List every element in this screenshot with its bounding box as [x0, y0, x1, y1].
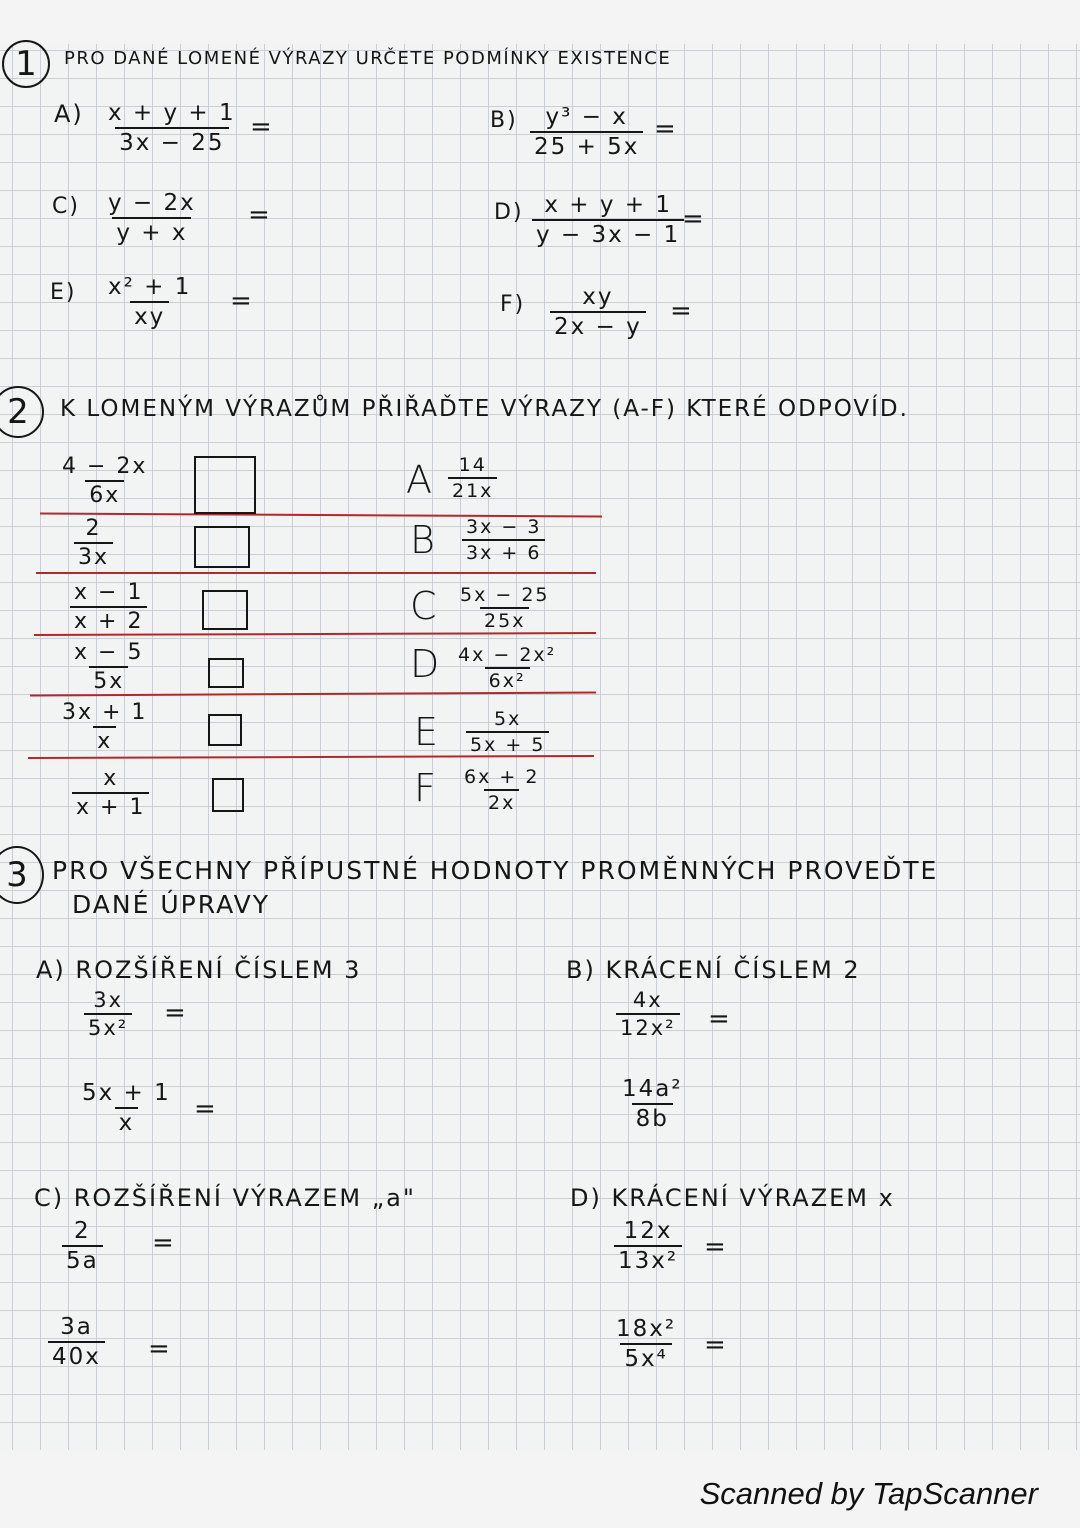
part-d-fraction-1	[614, 1218, 682, 1274]
option-b-fraction	[462, 516, 545, 564]
part-b-fraction-1	[616, 988, 680, 1040]
task-2-expression-2	[74, 516, 113, 570]
option-letter-d: D	[410, 642, 440, 686]
denominator: y − 3x − 1	[532, 219, 684, 248]
numerator: 2	[74, 1218, 91, 1244]
denominator: x	[93, 726, 116, 754]
numerator: 14	[458, 454, 487, 476]
equals-sign: =	[250, 112, 272, 142]
denominator: 3x + 6	[462, 539, 545, 564]
numerator: y − 2x	[108, 190, 196, 216]
task-2-expression-6	[72, 766, 149, 820]
equals-sign: =	[704, 1232, 726, 1262]
task-1-item-c-label: C)	[52, 194, 80, 219]
numerator: 3x + 1	[62, 700, 148, 725]
task-1-item-e-fraction	[104, 274, 195, 330]
numerator: 2	[85, 516, 102, 541]
task-1-item-b-fraction	[530, 104, 643, 160]
denominator: 3x − 25	[115, 127, 228, 156]
task-1-item-d-label: D)	[494, 200, 524, 225]
option-letter-f: F	[414, 766, 436, 810]
denominator: 5a	[62, 1245, 103, 1274]
task-2-expression-1	[58, 454, 151, 508]
task-3-title-line-1: PRO VŠECHNY PŘÍPUSTNÉ HODNOTY PROMĚNNÝCH PROVEĎTE	[52, 856, 939, 885]
equals-sign: =	[682, 204, 704, 234]
denominator: x	[115, 1107, 139, 1136]
numerator: x	[103, 766, 119, 791]
denominator: 13x²	[614, 1245, 682, 1274]
task-1-item-a-label: A)	[54, 100, 84, 128]
task-2-expression-4	[70, 640, 147, 694]
equals-sign: =	[152, 1228, 174, 1258]
denominator: 8b	[632, 1103, 673, 1132]
part-d-fraction-2	[612, 1316, 680, 1372]
equals-sign: =	[704, 1330, 726, 1360]
numerator: 4x	[632, 988, 663, 1012]
task-1-item-c-fraction	[104, 190, 200, 246]
numerator: 12x	[623, 1218, 673, 1244]
denominator: 5x	[89, 666, 128, 694]
separator-line	[36, 572, 596, 574]
answer-box-1[interactable]	[194, 456, 256, 514]
numerator: 5x	[494, 708, 522, 730]
equals-sign: =	[230, 286, 252, 316]
equals-sign: =	[670, 296, 692, 326]
numerator: y³ − x	[545, 104, 628, 130]
task-3-part-d-label: D) KRÁCENÍ VÝRAZEM x	[570, 1184, 895, 1212]
equals-sign: =	[164, 998, 186, 1028]
equals-sign: =	[708, 1004, 730, 1034]
denominator: 6x	[85, 480, 124, 508]
numerator: 3a	[60, 1314, 93, 1340]
option-letter-e: E	[414, 710, 439, 754]
answer-box-2[interactable]	[194, 526, 250, 568]
numerator: x − 1	[74, 580, 144, 605]
option-d-fraction	[454, 644, 560, 692]
task-2-number: 2	[0, 386, 44, 438]
task-3-number: 3	[0, 846, 44, 904]
denominator: 21x	[448, 477, 497, 502]
denominator: 5x⁴	[620, 1343, 671, 1372]
numerator: 6x + 2	[464, 766, 540, 788]
task-1-item-e-label: E)	[50, 280, 77, 305]
numerator: 18x²	[616, 1316, 677, 1342]
denominator: 5x²	[84, 1013, 132, 1040]
answer-box-3[interactable]	[202, 590, 248, 630]
denominator: 25x	[480, 607, 529, 632]
part-c-fraction-1	[62, 1218, 103, 1274]
task-1-title: PRO DANÉ LOMENÉ VÝRAZY URČETE PODMÍNKY EXISTENCE	[64, 48, 672, 69]
task-1-item-a-fraction	[104, 100, 240, 156]
option-e-fraction	[466, 708, 549, 756]
equals-sign: =	[248, 200, 270, 230]
option-letter-a: A	[406, 458, 432, 502]
task-3-part-a-label: A) ROZŠÍŘENÍ ČÍSLEM 3	[36, 956, 362, 984]
denominator: 6x²	[485, 667, 530, 692]
option-letter-b: B	[410, 518, 435, 562]
task-3-title-line-2: DANÉ ÚPRAVY	[72, 890, 270, 919]
option-letter-c: C	[410, 584, 437, 628]
numerator: x + y + 1	[108, 100, 236, 126]
option-f-fraction	[460, 766, 543, 814]
denominator: 12x²	[616, 1013, 680, 1040]
part-a-fraction-1	[84, 988, 132, 1040]
task-2-expression-3	[70, 580, 147, 634]
denominator: 3x	[74, 542, 113, 570]
task-2-title: K LOMENÝM VÝRAZŮM PŘIŘAĎTE VÝRAZY (A-F) KTERÉ ODPOVÍD.	[60, 396, 909, 422]
part-c-fraction-2	[48, 1314, 105, 1370]
numerator: x² + 1	[108, 274, 192, 300]
numerator: 5x + 1	[82, 1080, 171, 1106]
task-3-part-c-label: C) ROZŠÍŘENÍ VÝRAZEM „a"	[34, 1184, 416, 1212]
numerator: 3x − 3	[466, 516, 542, 538]
numerator: 3x	[93, 988, 123, 1012]
denominator: x + 2	[70, 606, 147, 634]
task-3-part-b-label: B) KRÁCENÍ ČÍSLEM 2	[566, 956, 861, 984]
task-1-item-f-label: F)	[500, 292, 526, 317]
denominator: x + 1	[72, 792, 149, 820]
numerator: 4 − 2x	[62, 454, 148, 479]
part-b-fraction-2	[618, 1076, 687, 1132]
answer-box-5[interactable]	[208, 714, 242, 746]
denominator: 2x	[484, 789, 519, 814]
denominator: 25 + 5x	[530, 131, 643, 160]
numerator: x − 5	[74, 640, 144, 665]
equals-sign: =	[148, 1334, 170, 1364]
task-2-expression-5	[58, 700, 151, 754]
denominator: 5x + 5	[466, 731, 549, 756]
numerator: xy	[582, 284, 614, 310]
task-1-item-f-fraction	[550, 284, 646, 340]
task-1-item-d-fraction	[532, 192, 684, 248]
numerator: 14a²	[622, 1076, 683, 1102]
denominator: 40x	[48, 1341, 105, 1370]
task-1-item-b-label: B)	[490, 108, 518, 133]
scanner-watermark: Scanned by TapScanner	[699, 1476, 1038, 1511]
equals-sign: =	[654, 114, 676, 144]
numerator: x + y + 1	[544, 192, 672, 218]
task-1-number: 1	[2, 40, 50, 88]
numerator: 5x − 25	[460, 584, 550, 606]
option-c-fraction	[456, 584, 554, 632]
answer-box-4[interactable]	[208, 658, 244, 688]
part-a-fraction-2	[78, 1080, 175, 1136]
option-a-fraction	[448, 454, 497, 502]
denominator: 2x − y	[550, 311, 646, 340]
denominator: xy	[130, 301, 169, 330]
denominator: y + x	[112, 217, 191, 246]
numerator: 4x − 2x²	[458, 644, 557, 666]
equals-sign: =	[194, 1094, 216, 1124]
answer-box-6[interactable]	[212, 778, 244, 812]
